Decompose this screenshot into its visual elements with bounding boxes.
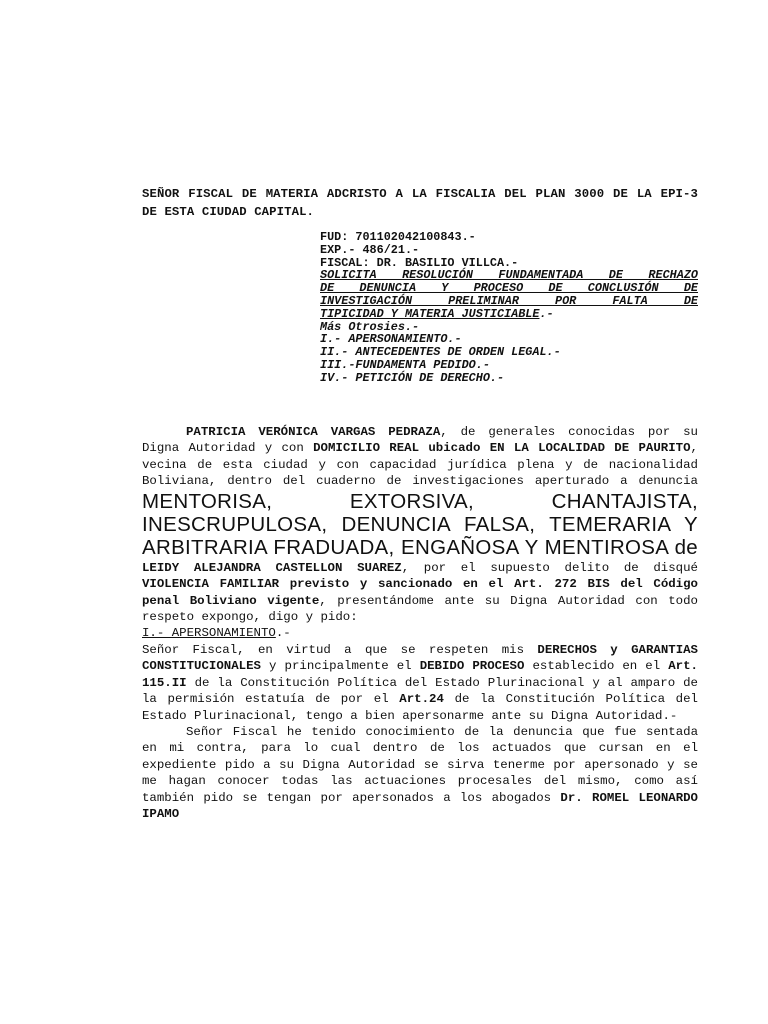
otrosies-label: Más Otrosies.- xyxy=(320,319,420,334)
index-item-4: IV.- PETICIÓN DE DERECHO.- xyxy=(320,370,505,385)
subject-line-3: INVESTIGACIÓN PRELIMINAR POR FALTA DE xyxy=(320,293,698,308)
section-title: I.- APERSONAMIENTO xyxy=(142,626,276,641)
p2-text-1: Señor Fiscal, en virtud a que se respeten mis xyxy=(142,642,538,657)
p2-bold-1: DERECHOS y GARANTIAS CONSTITUCIONALES xyxy=(142,642,698,674)
intro-text-2: , vecina de esta ciudad y con capacidad jurídica plena y de nacionalidad Boliviana, dentro del cuaderno de investigaciones aperturado a denuncia xyxy=(142,441,698,489)
apersonamiento-paragraph-2 xyxy=(142,724,698,822)
p2-text-3: establecido en el xyxy=(524,659,669,674)
petitioner-name: PATRICIA VERÓNICA VARGAS PEDRAZA xyxy=(186,425,441,439)
p2-text-4: de la Constitución Política del Estado Plurinacional y al amparo de la permisión estatuía de por el xyxy=(142,675,698,707)
subject-line-4-suffix: .- xyxy=(539,306,554,321)
domicile-text: DOMICILIO REAL ubicado EN LA LOCALIDAD DE PAURITO xyxy=(313,441,691,456)
case-reference-block xyxy=(320,231,698,385)
p2-text-2: y principalmente el xyxy=(260,659,420,674)
subject-line-4 xyxy=(320,308,698,321)
section-heading xyxy=(142,625,698,641)
expedient-number: EXP.- 486/21.- xyxy=(320,242,420,257)
p2-bold-4: Art.24 xyxy=(399,692,444,707)
subject-line-1: SOLICITA RESOLUCIÓN FUNDAMENTADA DE RECHAZO xyxy=(320,268,698,283)
intro-paragraph xyxy=(142,424,698,625)
fiscal-name: FISCAL: DR. BASILIO VILLCA.- xyxy=(320,255,519,270)
p2-bold-2: DEBIDO PROCESO xyxy=(419,659,525,674)
p2-bold-3: Art. 115.II xyxy=(142,659,698,690)
subject-line-2: DE DENUNCIA Y PROCESO DE CONCLUSIÓN DE xyxy=(320,281,698,296)
index-item-2: II.- ANTECEDENTES DE ORDEN LEGAL.- xyxy=(320,345,561,360)
p3-text-1: Señor Fiscal he tenido conocimiento de la denuncia que fue sentada en mi contra, para lo cual dentro de los actuados que cursan en el expediente pido a su Digna Autoridad se sirva tenerme por apersonado y se me hagan conocer todas las actuaciones procesales del mismo, como así también pido se tengan por apersonados a los abogados xyxy=(142,724,698,805)
fud-number: FUD: 701102042100843.- xyxy=(320,230,476,244)
apersonamiento-paragraph-1 xyxy=(142,642,698,724)
complaint-descriptors: MENTORISA, EXTORSIVA, CHANTAJISTA, INESCRUPULOSA, DENUNCIA FALSA, TEMERARIA Y ARBITRARIA FRADUADA, ENGAÑOSA Y MENTIROSA de xyxy=(142,489,698,560)
document-body xyxy=(142,424,698,822)
p2-text-5: de la Constitución Política del Estado Plurinacional, tengo a bien apersonarme ante su Digna Autoridad.- xyxy=(142,692,698,723)
index-item-1: I.- APERSONAMIENTO.- xyxy=(320,332,462,347)
intro-text-4: , por el supuesto delito de disqué xyxy=(401,560,698,575)
accused-name: LEIDY ALEJANDRA CASTELLON SUAREZ xyxy=(142,560,402,575)
crime-description: VIOLENCIA FAMILIAR previsto y sancionado en el Art. 272 BIS del Código penal Boliviano vigente xyxy=(142,577,698,608)
index-item-3: III.-FUNDAMENTA PEDIDO.- xyxy=(320,357,490,372)
subject-line-4-text: TIPICIDAD Y MATERIA JUSTICIABLE xyxy=(320,306,540,321)
lawyer-name: Dr. ROMEL LEONARDO IPAMO xyxy=(142,790,698,821)
intro-text-5: , presentándome ante su Digna Autoridad con todo respeto expongo, digo y pido: xyxy=(142,593,698,625)
intro-text-1: , de generales conocidas por su Digna Autoridad y con xyxy=(142,425,698,456)
section-suffix: .- xyxy=(275,626,291,641)
addressee-heading: SEÑOR FISCAL DE MATERIA ADCRISTO A LA FISCALIA DEL PLAN 3000 DE LA EPI-3 DE ESTA CIUDAD CAPITAL. xyxy=(142,187,698,219)
